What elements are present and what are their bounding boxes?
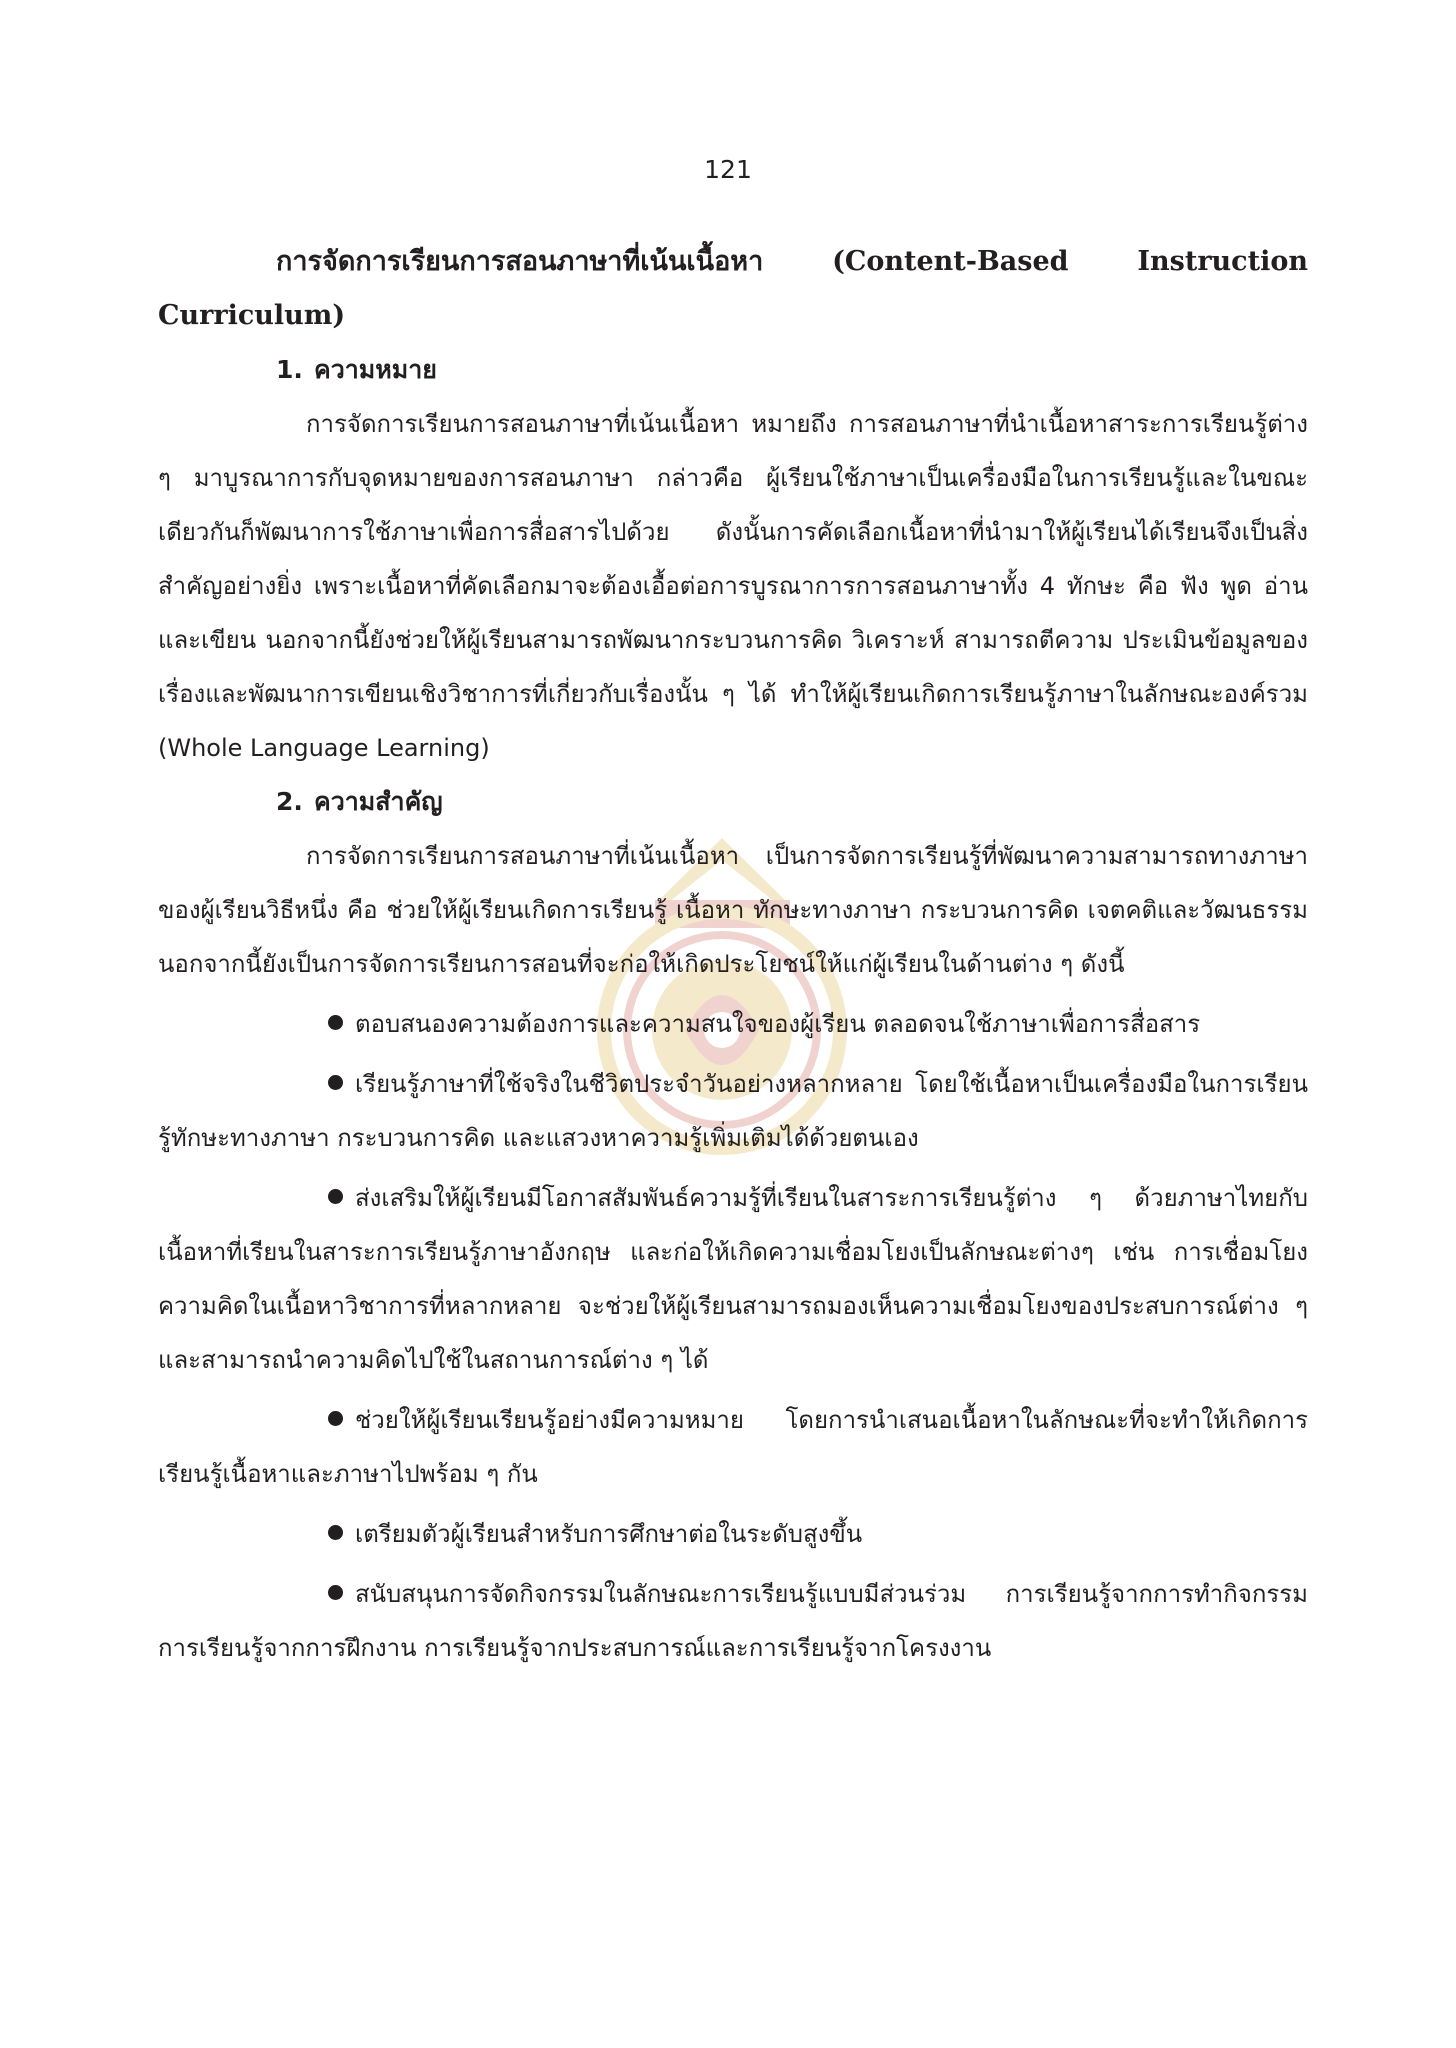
bullet-icon: [328, 1411, 343, 1426]
document-title: การจัดการเรียนการสอนภาษาที่เน้นเนื้อหา (Content-Based Instruction Curriculum): [158, 246, 1308, 331]
section-meaning: [158, 343, 1308, 775]
section-heading: [158, 775, 1308, 829]
bullet-icon: [328, 1585, 343, 1600]
list-item: [158, 1057, 1308, 1165]
section-number: 2.: [276, 787, 303, 816]
list-item-text: ช่วยให้ผู้เรียนเรียนรู้อย่างมีความหมาย โดยการนำเสนอเนื้อหาในลักษณะที่จะทำให้เกิดการเรียนรู้เนื้อหาและภาษาไปพร้อม ๆ กัน: [158, 1406, 1308, 1488]
page-content: [158, 235, 1308, 1675]
list-item-text: เรียนรู้ภาษาที่ใช้จริงในชีวิตประจำวันอย่างหลากหลาย โดยใช้เนื้อหาเป็นเครื่องมือในการเรียนรู้ทักษะทางภาษา กระบวนการคิด และแสวงหาความรู้เพิ่มเติมได้ด้วยตนเอง: [158, 1070, 1308, 1152]
section-title: ความสำคัญ: [314, 787, 443, 816]
list-item: [158, 1393, 1308, 1501]
list-item-text: สนับสนุนการจัดกิจกรรมในลักษณะการเรียนรู้แบบมีส่วนร่วม การเรียนรู้จากการทำกิจกรรม การเรียนรู้จากการฝึกงาน การเรียนรู้จากประสบการณ์และการเรียนรู้จากโครงงาน: [158, 1580, 1308, 1662]
section-paragraph: การจัดการเรียนการสอนภาษาที่เน้นเนื้อหา หมายถึง การสอนภาษาที่นำเนื้อหาสาระการเรียนรู้ต่าง ๆ มาบูรณาการกับจุดหมายของการสอนภาษา กล่าวคือ ผู้เรียนใช้ภาษาเป็นเครื่องมือในการเรียนรู้และในขณะเดียวกันก็พัฒนาการใช้ภาษาเพื่อการสื่อสารไปด้วย ดังนั้นการคัดเลือกเนื้อหาที่นำมาให้ผู้เรียนได้เรียนจึงเป็นสิ่งสำคัญอย่างยิ่ง เพราะเนื้อหาที่คัดเลือกมาจะต้องเอื้อต่อการบูรณาการการสอนภาษาทั้ง 4 ทักษะ คือ ฟัง พูด อ่านและเขียน นอกจากนี้ยังช่วยให้ผู้เรียนสามารถพัฒนากระบวนการคิด วิเคราะห์ สามารถตีความ ประเมินข้อมูลของเรื่องและพัฒนาการเขียนเชิงวิชาการที่เกี่ยวกับเรื่องนั้น ๆ ได้ ทำให้ผู้เรียนเกิดการเรียนรู้ภาษาในลักษณะองค์รวม (Whole Language Learning): [158, 410, 1308, 762]
list-item: [158, 997, 1308, 1051]
list-item: [158, 1507, 1308, 1561]
benefits-list: [158, 997, 1308, 1675]
bullet-icon: [328, 1189, 343, 1204]
section-heading: [158, 343, 1308, 397]
section-number: 1.: [276, 355, 303, 384]
section-importance: [158, 775, 1308, 991]
list-item-text: ส่งเสริมให้ผู้เรียนมีโอกาสสัมพันธ์ความรู้ที่เรียนในสาระการเรียนรู้ต่าง ๆ ด้วยภาษาไทยกับเนื้อหาที่เรียนในสาระการเรียนรู้ภาษาอังกฤษ และก่อให้เกิดความเชื่อมโยงเป็นลักษณะต่างๆ เช่น การเชื่อมโยงความคิดในเนื้อหาวิชาการที่หลากหลาย จะช่วยให้ผู้เรียนสามารถมองเห็นความเชื่อมโยงของประสบการณ์ต่าง ๆ และสามารถนำความคิดไปใช้ในสถานการณ์ต่าง ๆ ได้: [158, 1184, 1308, 1374]
page-number: 121: [704, 155, 752, 184]
section-title: ความหมาย: [314, 355, 437, 384]
bullet-icon: [328, 1075, 343, 1090]
list-item-text: ตอบสนองความต้องการและความสนใจของผู้เรียน ตลอดจนใช้ภาษาเพื่อการสื่อสาร: [355, 1010, 1201, 1038]
list-item: [158, 1171, 1308, 1387]
list-item-text: เตรียมตัวผู้เรียนสำหรับการศึกษาต่อในระดับสูงขึ้น: [355, 1520, 863, 1548]
section-paragraph: การจัดการเรียนการสอนภาษาที่เน้นเนื้อหา เป็นการจัดการเรียนรู้ที่พัฒนาความสามารถทางภาษาของผู้เรียนวิธีหนึ่ง คือ ช่วยให้ผู้เรียนเกิดการเรียนรู้ เนื้อหา ทักษะทางภาษา กระบวนการคิด เจตคติและวัฒนธรรม นอกจากนี้ยังเป็นการจัดการเรียนการสอนที่จะก่อให้เกิดประโยชน์ให้แก่ผู้เรียนในด้านต่าง ๆ ดังนี้: [158, 842, 1308, 978]
list-item: [158, 1567, 1308, 1675]
bullet-icon: [328, 1015, 343, 1030]
bullet-icon: [328, 1525, 343, 1540]
